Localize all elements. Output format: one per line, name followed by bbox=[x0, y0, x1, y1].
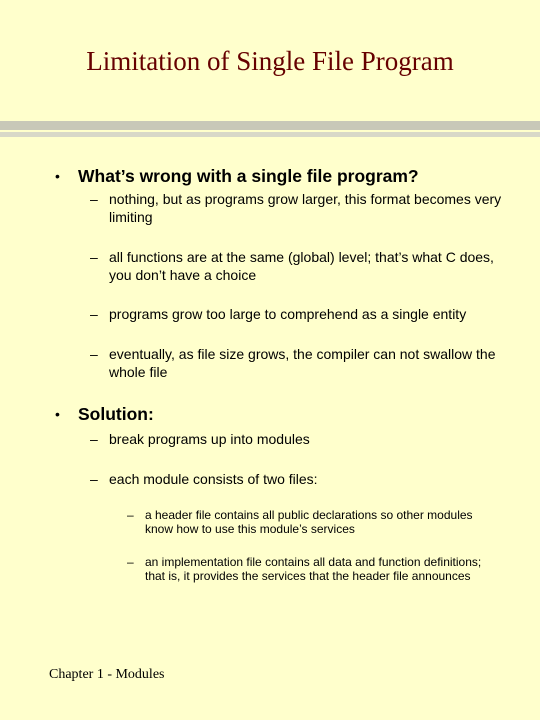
title-divider-bar-secondary bbox=[0, 132, 540, 137]
section-heading-solution: Solution: bbox=[78, 404, 154, 424]
list-item: each module consists of two files: bbox=[109, 471, 318, 487]
list-item: break programs up into modules bbox=[109, 431, 310, 447]
sub-list-item: an implementation file contains all data and function definitions; that is, it provides the services that the header file announces bbox=[145, 555, 482, 583]
bullet-icon: • bbox=[55, 406, 60, 422]
list-item: all functions are at the same (global) level; that’s what C does, you don’t have a choice bbox=[109, 249, 494, 283]
dash-icon: – bbox=[90, 346, 98, 362]
dash-icon: – bbox=[90, 431, 98, 447]
list-item: nothing, but as programs grow larger, this format becomes very limiting bbox=[109, 191, 502, 225]
slide-title: Limitation of Single File Program bbox=[86, 46, 454, 76]
dash-icon: – bbox=[127, 555, 134, 569]
dash-icon: – bbox=[90, 249, 98, 265]
dash-icon: – bbox=[90, 306, 98, 322]
slide-footer: Chapter 1 - Modules bbox=[49, 667, 165, 682]
dash-icon: – bbox=[90, 191, 98, 207]
title-divider-bar bbox=[0, 121, 540, 130]
dash-icon: – bbox=[90, 471, 98, 487]
bullet-icon: • bbox=[55, 168, 60, 184]
dash-icon: – bbox=[127, 508, 134, 522]
section-heading-problem: What’s wrong with a single file program? bbox=[78, 166, 419, 186]
list-item: programs grow too large to comprehend as a single entity bbox=[109, 306, 467, 322]
list-item: eventually, as file size grows, the compiler can not swallow the whole file bbox=[109, 346, 496, 380]
sub-list-item: a header file contains all public declarations so other modules know how to use this module’s services bbox=[145, 508, 473, 536]
